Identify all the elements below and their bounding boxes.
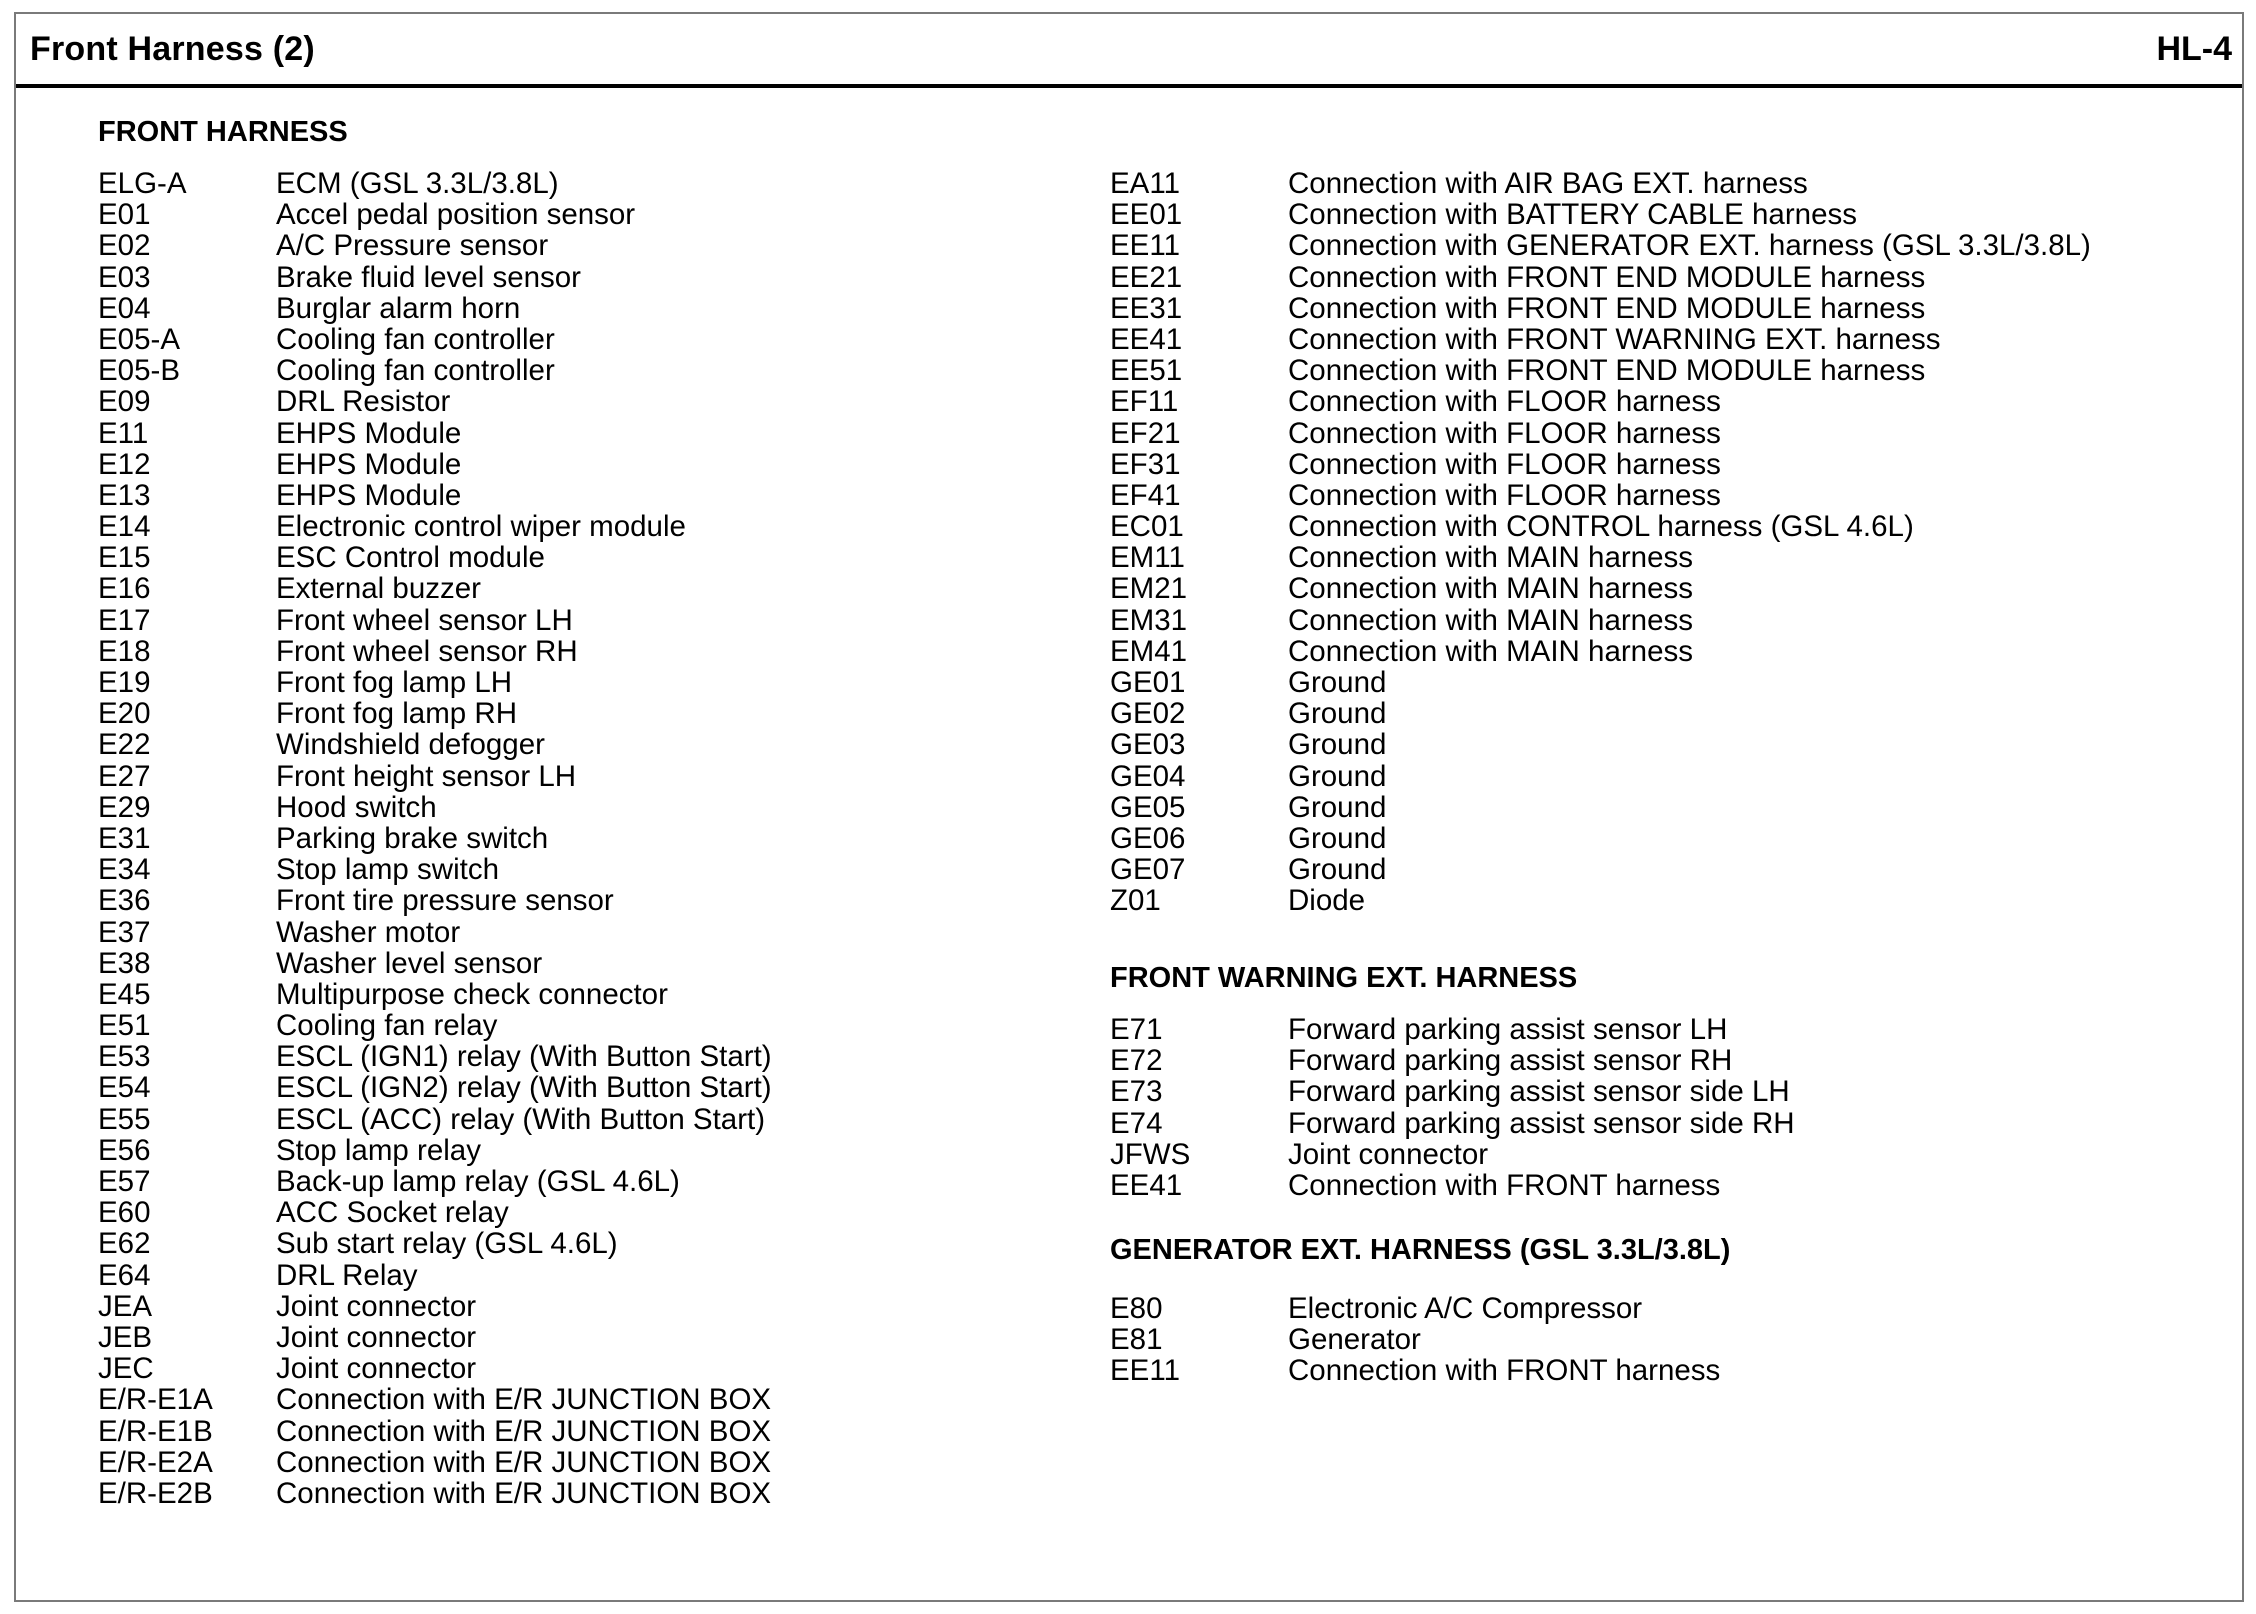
connector-code: E/R-E2A [98, 1445, 213, 1479]
connector-description: Ground [1288, 728, 1387, 762]
connector-code: E09 [98, 385, 151, 419]
connector-code: EE41 [1110, 1168, 1183, 1202]
connector-code: EF31 [1110, 447, 1181, 481]
connector-code: E60 [98, 1196, 151, 1230]
connector-code: JEC [98, 1352, 154, 1386]
connector-description: DRL Relay [276, 1258, 418, 1292]
connector-code: E27 [98, 759, 151, 793]
connector-description: Electronic A/C Compressor [1288, 1292, 1643, 1325]
connector-description: Connection with FLOOR harness [1288, 478, 1721, 512]
connector-description: Ground [1288, 790, 1387, 824]
generator-ext-heading: GENERATOR EXT. HARNESS (GSL 3.3L/3.8L) [1110, 1234, 1731, 1266]
connector-code: E01 [98, 198, 151, 232]
connector-description: Generator [1288, 1323, 1421, 1357]
connector-description: Cooling fan relay [276, 1009, 498, 1043]
connector-description: ESCL (ACC) relay (With Button Start) [276, 1102, 766, 1136]
connector-code: E38 [98, 946, 151, 980]
connector-code: E36 [98, 884, 151, 918]
connector-description: Joint connector [276, 1352, 477, 1386]
connector-code: E04 [98, 291, 151, 325]
connector-code: E22 [98, 728, 151, 762]
connector-description: Front wheel sensor LH [276, 603, 573, 637]
connector-code: EF41 [1110, 478, 1181, 512]
connector-code: E51 [98, 1009, 151, 1043]
connector-description: Washer motor [276, 915, 461, 949]
connector-code: E56 [98, 1133, 151, 1167]
connector-description: ESCL (IGN1) relay (With Button Start) [276, 1040, 772, 1074]
connector-description: Connection with FRONT END MODULE harness [1288, 291, 1926, 325]
connector-description: Diode [1288, 884, 1366, 918]
connector-description: Connection with AIR BAG EXT. harness [1288, 167, 1808, 200]
connector-description: Multipurpose check connector [276, 977, 668, 1011]
connector-code: E18 [98, 634, 151, 668]
connector-description: EHPS Module [276, 478, 462, 512]
connector-description: Connection with FRONT WARNING EXT. harness [1288, 322, 1941, 356]
connector-code: EF11 [1110, 385, 1179, 419]
connector-description: Ground [1288, 821, 1387, 855]
connector-description: Front tire pressure sensor [276, 884, 614, 918]
connector-description: Cooling fan controller [276, 354, 555, 388]
connector-code: E31 [98, 821, 151, 855]
connector-code: GE05 [1110, 790, 1186, 824]
connector-description: Sub start relay (GSL 4.6L) [276, 1227, 618, 1261]
connector-code: E13 [98, 478, 151, 512]
connector-code: E02 [98, 229, 151, 263]
connector-code: GE01 [1110, 666, 1186, 699]
connector-code: EM21 [1110, 572, 1188, 606]
connector-description: A/C Pressure sensor [276, 229, 549, 263]
connector-description: Front wheel sensor RH [276, 634, 578, 668]
connector-description: Burglar alarm horn [276, 291, 521, 325]
connector-description: Ground [1288, 697, 1387, 731]
connector-description: Connection with FRONT harness [1288, 1354, 1721, 1388]
connector-code: E17 [98, 603, 151, 637]
connector-code: E11 [98, 416, 149, 450]
connector-description: Connection with FRONT harness [1288, 1168, 1721, 1202]
connector-description: Connection with FRONT END MODULE harness [1288, 354, 1926, 388]
connector-code: EC01 [1110, 510, 1184, 544]
connector-description: ECM (GSL 3.3L/3.8L) [276, 167, 559, 200]
connector-description: Ground [1288, 853, 1387, 887]
connector-code: E20 [98, 697, 151, 731]
connector-code: E71 [1110, 1013, 1163, 1046]
connector-code: GE07 [1110, 853, 1186, 887]
front-harness-heading: FRONT HARNESS [98, 116, 348, 148]
connector-description: EHPS Module [276, 416, 462, 450]
connector-description: Connection with BATTERY CABLE harness [1288, 198, 1857, 232]
connector-description: Front fog lamp LH [276, 666, 513, 699]
connector-code: EF21 [1110, 416, 1181, 450]
connector-description: Stop lamp switch [276, 853, 499, 887]
connector-description: Connection with E/R JUNCTION BOX [276, 1414, 772, 1448]
connector-code: EE11 [1110, 229, 1180, 263]
connector-code: EE11 [1110, 1354, 1180, 1388]
connector-description: Ground [1288, 759, 1387, 793]
page-code: HL-4 [2156, 30, 2232, 68]
connector-description: Connection with FRONT END MODULE harness [1288, 260, 1926, 294]
connector-description: Connection with CONTROL harness (GSL 4.6L) [1288, 510, 1914, 544]
connector-description: Joint connector [276, 1320, 477, 1354]
connector-code: EE21 [1110, 260, 1183, 294]
connector-code: Z01 [1110, 884, 1161, 918]
connector-code: E55 [98, 1102, 151, 1136]
connector-description: Cooling fan controller [276, 322, 555, 356]
connector-code: E54 [98, 1071, 151, 1105]
connector-description: Forward parking assist sensor side LH [1288, 1075, 1790, 1109]
connector-description: ESC Control module [276, 541, 545, 575]
connector-code: E/R-E1B [98, 1414, 213, 1448]
connector-description: Forward parking assist sensor RH [1288, 1044, 1733, 1078]
connector-code: E29 [98, 790, 151, 824]
connector-description: ACC Socket relay [276, 1196, 509, 1230]
connector-code: E53 [98, 1040, 151, 1074]
connector-description: Connection with FLOOR harness [1288, 416, 1721, 450]
connector-code: JEA [98, 1289, 153, 1323]
connector-description: Connection with FLOOR harness [1288, 385, 1721, 419]
connector-description: Accel pedal position sensor [276, 198, 636, 232]
connector-description: Connection with E/R JUNCTION BOX [276, 1445, 772, 1479]
connector-description: EHPS Module [276, 447, 462, 481]
connector-code: EE31 [1110, 291, 1183, 325]
connector-description: Joint connector [276, 1289, 477, 1323]
connector-description: Forward parking assist sensor side RH [1288, 1106, 1795, 1140]
connector-description: Brake fluid level sensor [276, 260, 581, 294]
connector-description: Hood switch [276, 790, 437, 824]
connector-description: Electronic control wiper module [276, 510, 686, 544]
connector-code: EM11 [1110, 541, 1185, 575]
connector-description: Windshield defogger [276, 728, 545, 762]
connector-code: E45 [98, 977, 151, 1011]
connector-code: E05-A [98, 322, 180, 356]
connector-description: Connection with FLOOR harness [1288, 447, 1721, 481]
connector-code: EM31 [1110, 603, 1188, 637]
connector-code: EE51 [1110, 354, 1183, 388]
connector-code: GE06 [1110, 821, 1186, 855]
connector-code: E/R-E1A [98, 1383, 213, 1417]
connector-description: Connection with MAIN harness [1288, 603, 1693, 637]
connector-description: Back-up lamp relay (GSL 4.6L) [276, 1165, 680, 1198]
connector-description: Ground [1288, 666, 1387, 699]
connector-description: Forward parking assist sensor LH [1288, 1013, 1728, 1046]
connector-code: E12 [98, 447, 151, 481]
connector-code: E34 [98, 853, 151, 887]
connector-code: E19 [98, 666, 151, 699]
connector-description: Connection with MAIN harness [1288, 634, 1693, 668]
connector-description: ESCL (IGN2) relay (With Button Start) [276, 1071, 772, 1105]
connector-description: Joint connector [1288, 1137, 1489, 1171]
connector-description: Connection with GENERATOR EXT. harness (GSL 3.3L/3.8L) [1288, 229, 2091, 263]
connector-code: GE02 [1110, 697, 1186, 731]
connector-code: EE01 [1110, 198, 1183, 232]
connector-code: E57 [98, 1165, 151, 1198]
connector-code: JFWS [1110, 1137, 1191, 1171]
connector-description: Connection with MAIN harness [1288, 541, 1693, 575]
connector-description: Front fog lamp RH [276, 697, 517, 731]
connector-description: Connection with E/R JUNCTION BOX [276, 1383, 772, 1417]
connector-code: GE03 [1110, 728, 1186, 762]
connector-description: Connection with MAIN harness [1288, 572, 1693, 606]
connector-description: Front height sensor LH [276, 759, 577, 793]
connector-code: E62 [98, 1227, 151, 1261]
connector-code: E64 [98, 1258, 151, 1292]
connector-description: DRL Resistor [276, 385, 451, 419]
connector-code: E72 [1110, 1044, 1163, 1078]
connector-description: Stop lamp relay [276, 1133, 481, 1167]
connector-code: E16 [98, 572, 151, 606]
connector-description: Parking brake switch [276, 821, 549, 855]
connector-code: GE04 [1110, 759, 1186, 793]
connector-description: External buzzer [276, 572, 481, 606]
page-title: Front Harness (2) [30, 30, 315, 68]
connector-code: E74 [1110, 1106, 1163, 1140]
connector-code: E37 [98, 915, 151, 949]
connector-code: EA11 [1110, 167, 1180, 200]
connector-description: Connection with E/R JUNCTION BOX [276, 1476, 772, 1510]
connector-code: E73 [1110, 1075, 1163, 1109]
connector-description: Washer level sensor [276, 946, 543, 980]
connector-code: E15 [98, 541, 151, 575]
connector-code: E03 [98, 260, 151, 294]
page-header [16, 14, 2242, 88]
connector-code: EM41 [1110, 634, 1188, 668]
connector-code: EE41 [1110, 322, 1183, 356]
connector-code: E/R-E2B [98, 1476, 213, 1510]
connector-code: E81 [1110, 1323, 1163, 1357]
connector-code: E05-B [98, 354, 180, 388]
front-warning-ext-heading: FRONT WARNING EXT. HARNESS [1110, 962, 1578, 994]
connector-code: ELG-A [98, 167, 187, 200]
connector-code: E80 [1110, 1292, 1163, 1325]
connector-code: JEB [98, 1320, 153, 1354]
connector-code: E14 [98, 510, 151, 544]
